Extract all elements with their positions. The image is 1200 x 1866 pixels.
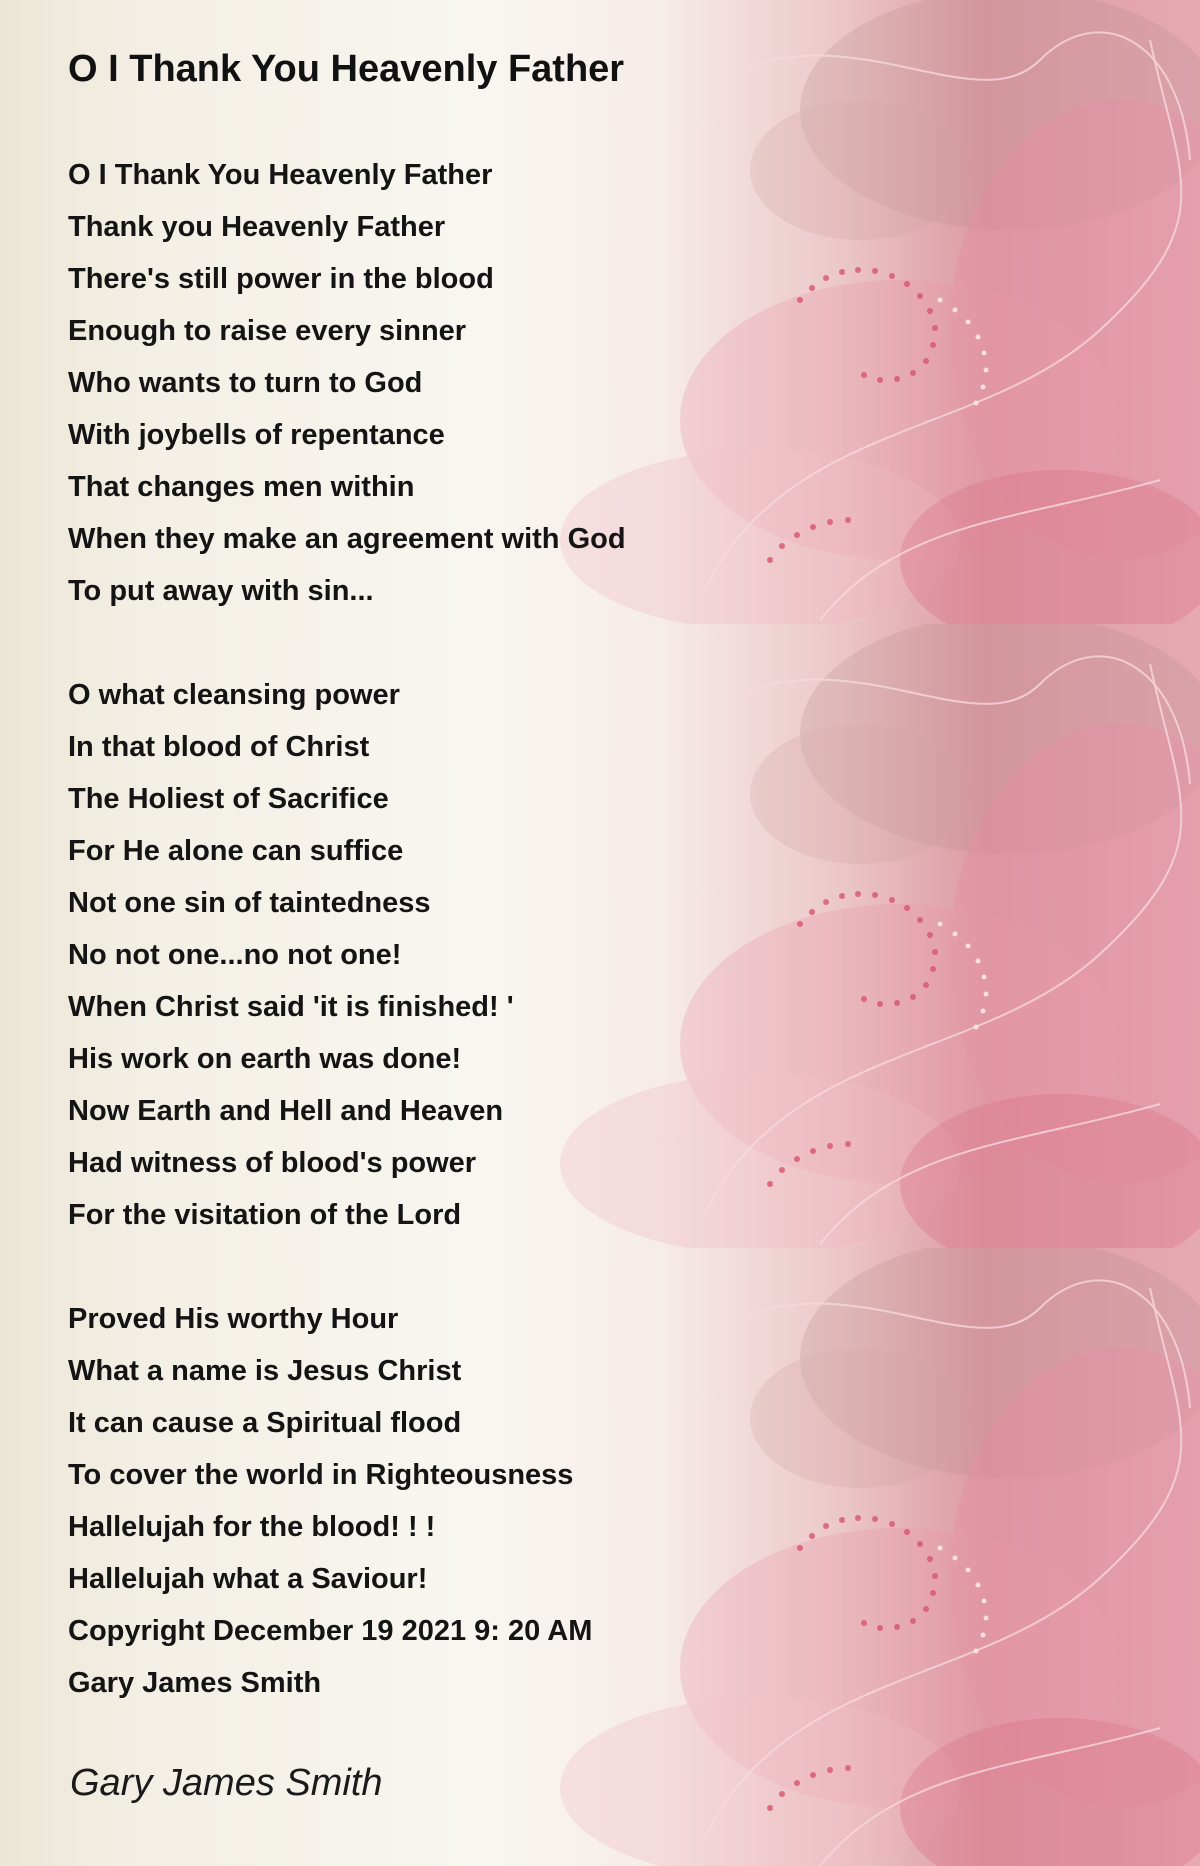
poem-line: In that blood of Christ (68, 731, 370, 763)
poem-line: Hallelujah what a Saviour! (68, 1563, 428, 1595)
poem-line: Now Earth and Hell and Heaven (68, 1095, 504, 1127)
poem-line: The Holiest of Sacrifice (68, 783, 389, 815)
poem-line: Thank you Heavenly Father (68, 211, 446, 243)
poem-line: Proved His worthy Hour (68, 1303, 399, 1335)
poem-line: No not one...no not one! (68, 939, 402, 971)
stanza-3 (68, 1293, 592, 1709)
poem-line: When they make an agreement with God (68, 523, 626, 555)
poem-title: O I Thank You Heavenly Father (68, 48, 625, 90)
poem-line: It can cause a Spiritual flood (68, 1407, 462, 1439)
poem-line: What a name is Jesus Christ (68, 1355, 462, 1387)
copyright-line: Copyright December 19 2021 9: 20 AM (68, 1615, 593, 1647)
poem-line: His work on earth was done! (68, 1043, 462, 1075)
poem-line: O what cleansing power (68, 679, 400, 711)
author-signature: Gary James Smith (70, 1762, 383, 1804)
poem-line: To cover the world in Righteousness (68, 1459, 574, 1491)
stanza-2 (68, 669, 514, 1241)
poem-line: For He alone can suffice (68, 835, 404, 867)
poem-line: Hallelujah for the blood! ! ! (68, 1511, 436, 1543)
poem-line: Had witness of blood's power (68, 1147, 477, 1179)
stanza-1 (68, 149, 626, 617)
poem-line: With joybells of repentance (68, 419, 445, 451)
poem-line: There's still power in the blood (68, 263, 494, 295)
poem-line: For the visitation of the Lord (68, 1199, 462, 1231)
poem-line: That changes men within (68, 471, 415, 503)
poem-line: Enough to raise every sinner (68, 315, 467, 347)
poem-line: Who wants to turn to God (68, 367, 423, 399)
poem-line: O I Thank You Heavenly Father (68, 159, 493, 191)
poem-line: When Christ said 'it is finished! ' (68, 991, 514, 1023)
poem-line: To put away with sin... (68, 575, 374, 607)
author-line: Gary James Smith (68, 1667, 322, 1699)
poem-line: Not one sin of taintedness (68, 887, 431, 919)
